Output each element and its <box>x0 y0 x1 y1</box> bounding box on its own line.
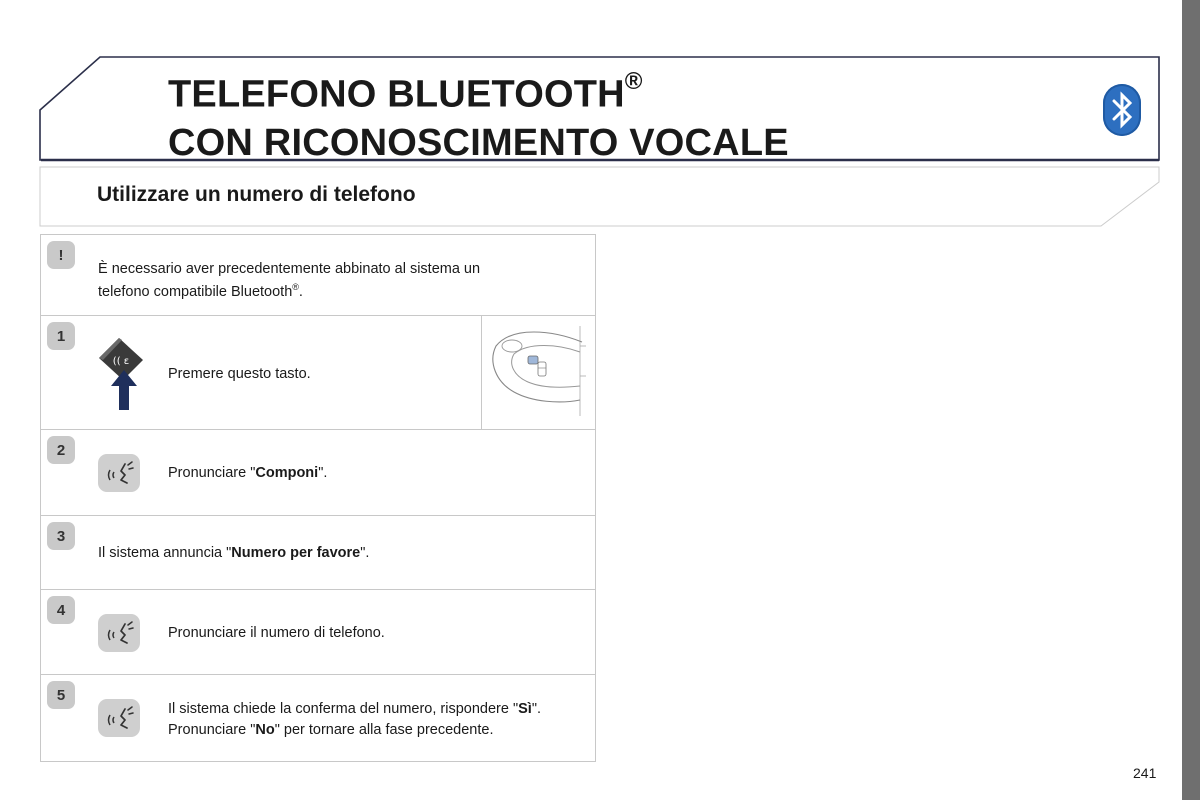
step-badge-2 <box>47 436 75 464</box>
step-row-4 <box>41 590 595 675</box>
warning-text-line2: telefono compatibile Bluetooth <box>98 283 293 300</box>
voice-command-icon <box>98 454 140 492</box>
registered-mark: ® <box>624 68 643 95</box>
warning-mark: ! <box>58 246 64 264</box>
step-badge-5 <box>47 681 75 709</box>
step-row-1 <box>41 316 595 430</box>
title-line1: TELEFONO BLUETOOTH <box>168 73 625 116</box>
step-text-3-post: ". <box>360 545 370 561</box>
step-text-1: Premere questo tasto. <box>168 366 311 382</box>
warning-registered-mark: ® <box>292 282 299 292</box>
voice-command-icon <box>98 699 140 737</box>
step-number-5: 5 <box>56 686 66 704</box>
svg-text:(( ε: (( ε <box>112 356 130 367</box>
voice-command-icon <box>98 614 140 652</box>
step-text-5-line2-pre: Pronunciare " <box>168 722 256 738</box>
step-row-5 <box>41 675 595 761</box>
step-badge-3 <box>47 522 75 550</box>
step-text-5-line2-bold: No <box>255 722 275 738</box>
steering-wheel-illustration <box>481 316 596 429</box>
step-text-5-line1-pre: Il sistema chiede la conferma del numero, rispondere " <box>168 701 519 717</box>
step-number-4: 4 <box>56 601 66 619</box>
title-line2: CON RICONOSCIMENTO VOCALE <box>168 121 789 164</box>
step-text-5 <box>168 699 541 741</box>
warning-text-end: . <box>298 283 303 300</box>
warning-text-line1: È necessario aver precedentemente abbinato al sistema un <box>98 261 481 277</box>
step-text-5-line1-post: ". <box>531 701 541 717</box>
step-text-5-line1-bold: Sì <box>518 701 532 717</box>
step-number-2: 2 <box>56 441 66 459</box>
steps-panel <box>40 234 596 762</box>
step-text-5-line2-post: " per tornare alla fase precedente. <box>274 722 494 738</box>
step-text-2-post: ". <box>318 465 328 481</box>
page-edge-bar <box>1182 0 1200 800</box>
section-title: Utilizzare un numero di telefono <box>97 183 416 206</box>
step-text-4: Pronunciare il numero di telefono. <box>168 625 385 641</box>
step-row-2 <box>41 430 595 516</box>
step-row-3 <box>41 516 595 590</box>
warning-text <box>98 260 568 301</box>
step-text-2 <box>168 464 327 482</box>
warning-badge <box>47 241 75 269</box>
step-badge-4 <box>47 596 75 624</box>
page-number: 241 <box>1133 765 1157 781</box>
step-text-3 <box>98 544 369 562</box>
warning-row <box>41 235 595 316</box>
step-text-3-bold: Numero per favore <box>231 545 361 561</box>
steering-wheel-voice-button-icon <box>95 334 155 412</box>
step-text-2-bold: Componi <box>255 465 319 481</box>
step-text-3-pre: Il sistema annuncia " <box>98 545 232 561</box>
step-badge-1 <box>47 322 75 350</box>
step-text-2-pre: Pronunciare " <box>168 465 256 481</box>
step-number-3: 3 <box>56 527 66 545</box>
step-number-1: 1 <box>56 327 66 345</box>
